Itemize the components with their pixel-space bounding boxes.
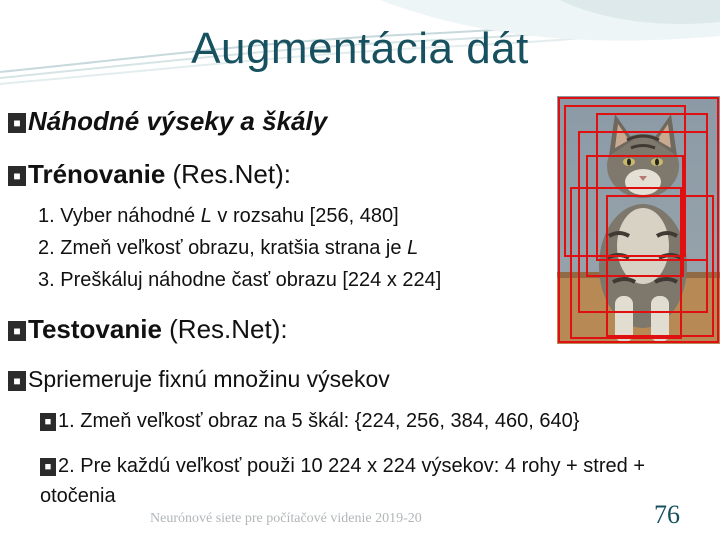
bullet-random-crops (8, 106, 327, 137)
testing-heading-rest: (Res.Net): (161, 314, 288, 344)
bullet-testing (8, 314, 288, 345)
step-number: 3. (38, 269, 55, 291)
testing-summary (8, 366, 390, 393)
testing-item (40, 410, 579, 433)
step-number: 2. (38, 237, 55, 259)
step-text: Preškáluj náhodne časť obrazu [224 x 224] (60, 269, 442, 291)
testing-heading: Testovanie (28, 314, 162, 344)
bullet-icon: ■ (40, 458, 56, 476)
page-number: 76 (654, 500, 680, 529)
bullet-icon: ■ (8, 113, 26, 133)
step-text: Zmeň veľkosť obrazu, kratšia strana je (60, 237, 408, 259)
step-variable: L (407, 237, 419, 259)
step-variable: L (200, 205, 212, 227)
testing-item-text: 1. Zmeň veľkosť obraz na 5 škál: {224, 256, 384, 460, 640} (58, 410, 580, 432)
training-heading: Trénovanie (28, 159, 166, 189)
testing-item-text: 2. Pre každú veľkosť použi 10 224 x 224 výsekov: 4 rohy + stred + otočenia (40, 455, 645, 507)
step-text: Vyber náhodné (60, 205, 201, 227)
testing-summary-text: Spriemeruje fixnú množinu výsekov (28, 366, 390, 392)
bullet-icon: ■ (8, 166, 26, 186)
slide-title: Augmentácia dát (191, 24, 529, 73)
cat-illustration (557, 96, 720, 344)
training-heading-rest: (Res.Net): (165, 159, 291, 189)
bullet-icon: ■ (8, 321, 26, 341)
bullet-icon: ■ (40, 413, 56, 431)
bullet-training (8, 159, 291, 190)
training-step (38, 237, 418, 260)
testing-item (40, 451, 716, 511)
step-text-end: v rozsahu [256, 480] (211, 205, 399, 227)
random-crops-heading: Náhodné výseky a škály (28, 106, 328, 136)
footer-text: Neurónové siete pre počítačové videnie 2019-20 (150, 511, 422, 526)
cat-photo (557, 96, 720, 344)
step-number: 1. (38, 205, 55, 227)
training-step (38, 205, 399, 228)
bullet-icon: ■ (8, 371, 26, 391)
training-step (38, 269, 441, 292)
